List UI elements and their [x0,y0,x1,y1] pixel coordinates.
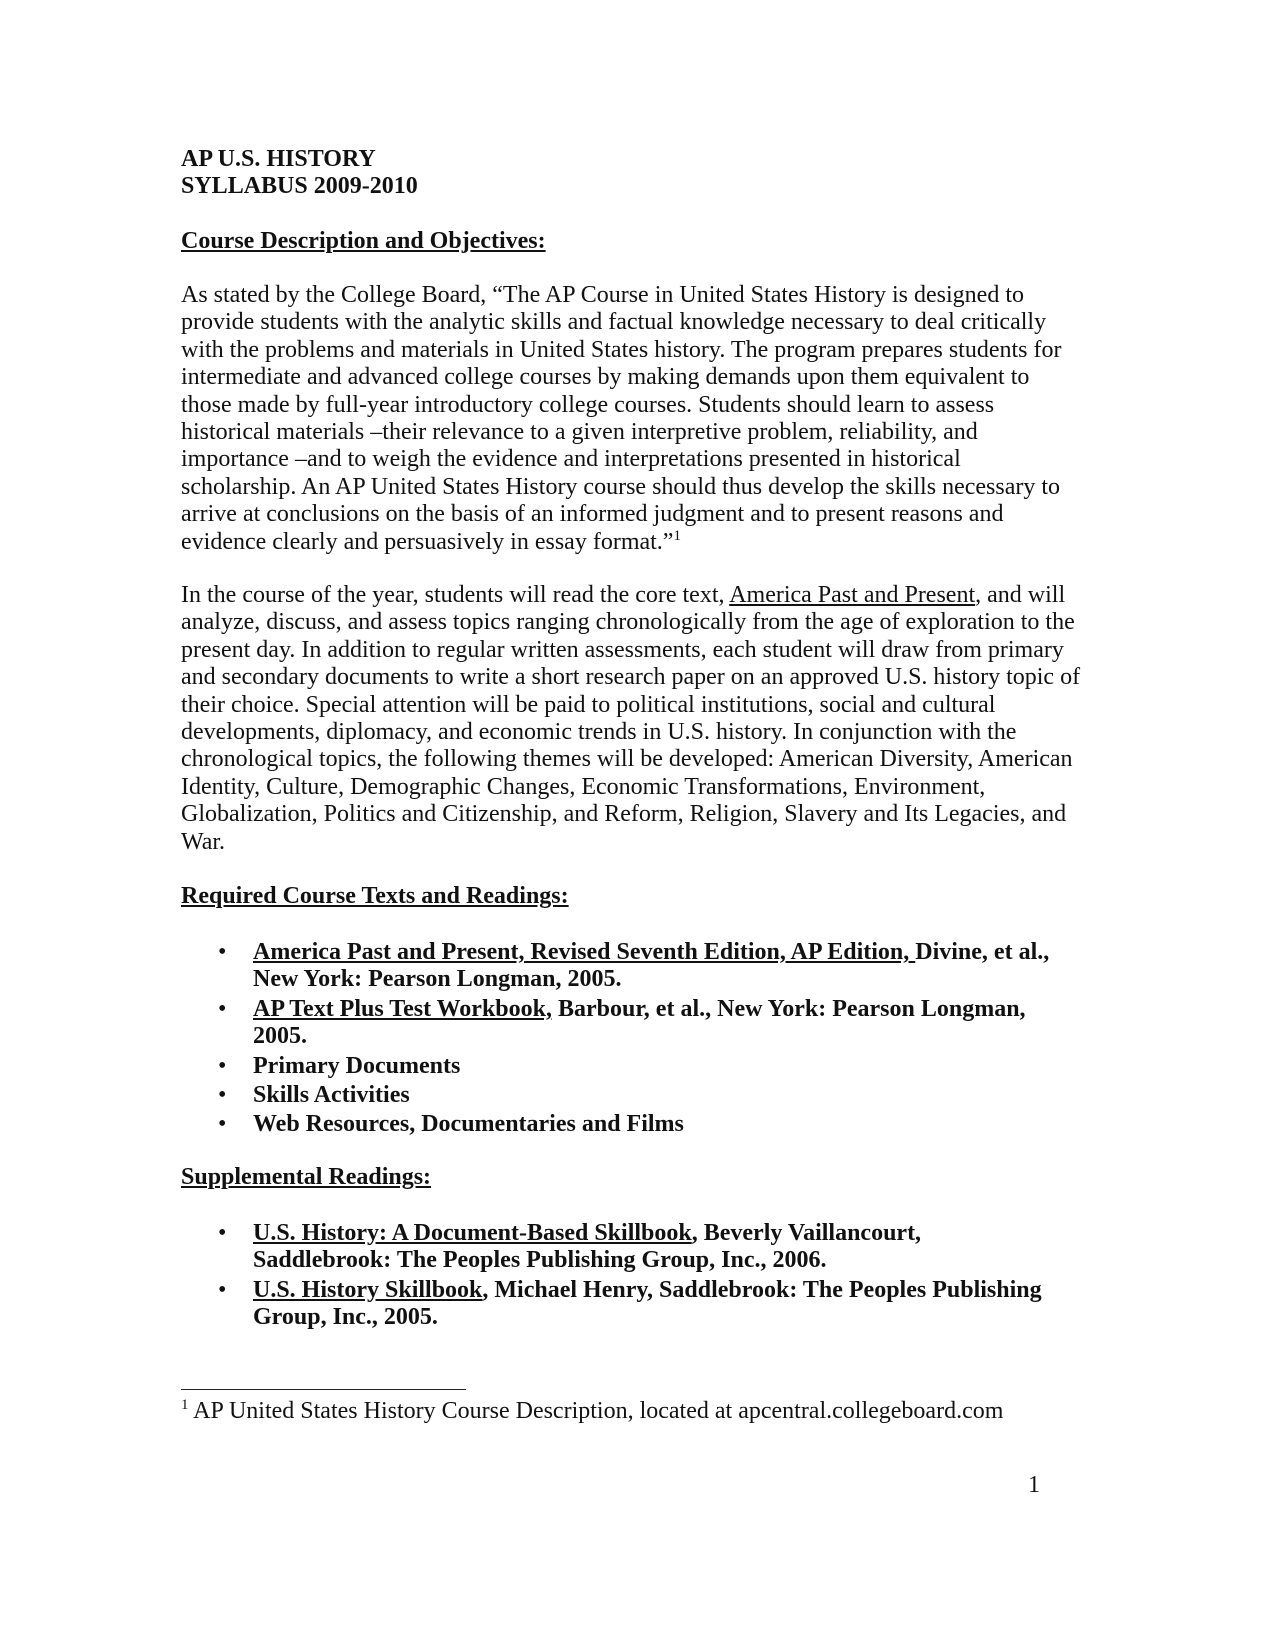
book-title: AP Text Plus Test Workbook, [253,995,552,1022]
footnote-text: AP United States History Course Description, located at apcentral.collegeboard.com [188,1398,1004,1424]
book-details: , Michael Henry, Saddlebrook: The Peoples Publishing Group, Inc., 2005. [253,1276,1042,1331]
footnote-marker: 1 [181,1397,189,1413]
book-details: Divine, et al., New York: Pearson Longman, 2005. [253,939,1050,993]
course-description-heading: Course Description and Objectives: [181,228,546,254]
paragraph-2-before: In the course of the year, students will read the core text, [181,582,730,608]
book-details: Barbour, et al., New York: Pearson Longman, 2005. [253,995,1026,1050]
book-title: America Past and Present, Revised Seventh Edition, AP Edition, [253,939,916,965]
supplemental-readings-list [181,1220,1061,1332]
list-item [181,996,1061,1051]
footnote [181,1398,1081,1425]
list-item [181,1277,1061,1332]
bullet: • [218,1082,227,1109]
paragraph-2-after: , and will analyze, discuss, and assess topics ranging chronologically from the age of exploration to the present day. In addition to regular written assessments, each student will draw from primary and secondary documents to write a short research paper on an approved U.S. history topic of their choice. Special attention will be paid to political institutions, social and cultural developments, diplomacy, and economic trends in U.S. history. In conjunction with the chronological topics, the following themes will be developed: American Diversity, American Identity, Culture, Demographic Changes, Economic Transformations, Environment, Globalization, Politics and Citizenship, and Reform, Religion, Slavery and Its Legacies, and War. [181,582,1081,855]
list-item [181,939,1061,994]
book-details: , Beverly Vaillancourt, Saddlebrook: The Peoples Publishing Group, Inc., 2006. [253,1220,922,1274]
book-title: U.S. History Skillbook [253,1276,483,1303]
list-item [181,1082,1061,1109]
bullet: • [218,995,227,1022]
item-text: Web Resources, Documentaries and Films [253,1111,684,1138]
document-title [181,146,1081,201]
title-line-2: SYLLABUS 2009-2010 [181,173,418,200]
item-text: Skills Activities [253,1082,410,1109]
item-text: Primary Documents [253,1052,461,1079]
list-item [181,1111,1061,1138]
bullet: • [218,1111,227,1138]
title-line-1: AP U.S. HISTORY [181,146,376,172]
bullet: • [218,1276,227,1303]
core-text-title: America Past and Present [729,582,976,608]
required-texts-heading: Required Course Texts and Readings: [181,883,569,909]
list-item [181,1220,1061,1275]
footnote-divider [181,1389,466,1390]
course-description-paragraph-1 [181,282,1081,556]
bullet: • [218,939,227,965]
bullet: • [218,1052,227,1079]
bullet: • [218,1220,227,1246]
book-title: U.S. History: A Document-Based Skillbook [253,1220,692,1246]
supplemental-readings-heading: Supplemental Readings: [181,1164,432,1190]
list-item [181,1053,1061,1080]
required-texts-list [181,939,1061,1139]
course-description-paragraph-2 [181,582,1081,856]
footnote-reference[interactable]: 1 [673,527,681,544]
page-number: 1 [1028,1472,1040,1498]
paragraph-1-text: As stated by the College Board, “The AP Course in United States History is designed to provide students with the analytic skills and factual knowledge necessary to deal critically with the problems and materials in United States history. The program prepares students for intermediate and advanced college courses by making demands upon them equivalent to those made by full-year introductory college courses. Students should learn to assess historical materials –their relevance to a given interpretive problem, reliability, and importance –and to weigh the evidence and interpretations presented in historical scholarship. An AP United States History course should thus develop the skills necessary to arrive at conclusions on the basis of an informed judgment and to present reasons and evidence clearly and persuasively in essay format.” [181,282,1062,555]
